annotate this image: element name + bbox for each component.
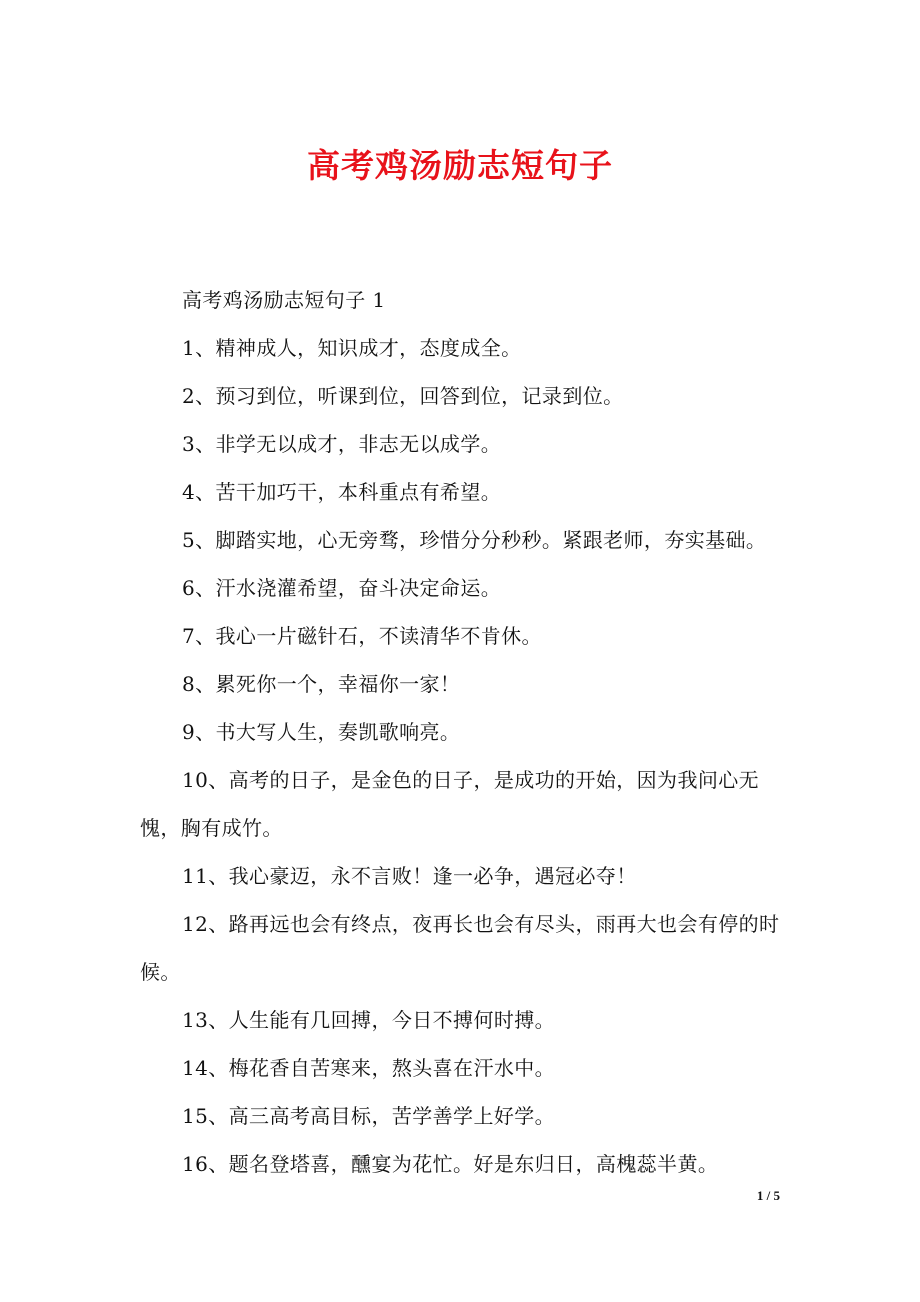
quote-item-9: 9、书大写人生，奏凯歌响亮。: [182, 720, 461, 744]
quote-item-6: 6、汗水浇灌希望，奋斗决定命运。: [182, 576, 502, 600]
quote-item-1: 1、精神成人，知识成才，态度成全。: [182, 336, 522, 360]
page-number: 1 / 5: [756, 1188, 780, 1203]
quote-item-15: 15、高三高考高目标，苦学善学上好学。: [182, 1104, 556, 1128]
quote-item-2: 2、预习到位，听课到位，回答到位，记录到位。: [182, 384, 624, 408]
quote-item-4: 4、苦干加巧干，本科重点有希望。: [182, 480, 502, 504]
quote-item-7: 7、我心一片磁针石，不读清华不肯休。: [182, 624, 542, 648]
quote-item-5: 5、脚踏实地，心无旁骛，珍惜分分秒秒。紧跟老师，夯实基础。: [182, 528, 767, 552]
quote-item-13: 13、人生能有几回搏，今日不搏何时搏。: [182, 1008, 556, 1032]
quote-item-10: 10、高考的日子，是金色的日子，是成功的开始，因为我问心无愧，胸有成竹。: [140, 768, 760, 840]
quote-item-16: 16、题名登塔喜，醺宴为花忙。好是东归日，高槐蕊半黄。: [182, 1152, 719, 1176]
quote-item-11: 11、我心豪迈，永不言败！逢一必争，遇冠必夺！: [182, 864, 637, 888]
quote-item-12: 12、路再远也会有终点，夜再长也会有尽头，雨再大也会有停的时候。: [140, 912, 780, 984]
quote-item-14: 14、梅花香自苦寒来，熬头喜在汗水中。: [182, 1056, 556, 1080]
quote-item-3: 3、非学无以成才，非志无以成学。: [182, 432, 502, 456]
section-heading: 高考鸡汤励志短句子 1: [182, 288, 386, 312]
document-title: 高考鸡汤励志短句子: [307, 146, 613, 185]
document-body: [140, 276, 782, 1188]
quote-item-8: 8、累死你一个，幸福你一家！: [182, 672, 461, 696]
